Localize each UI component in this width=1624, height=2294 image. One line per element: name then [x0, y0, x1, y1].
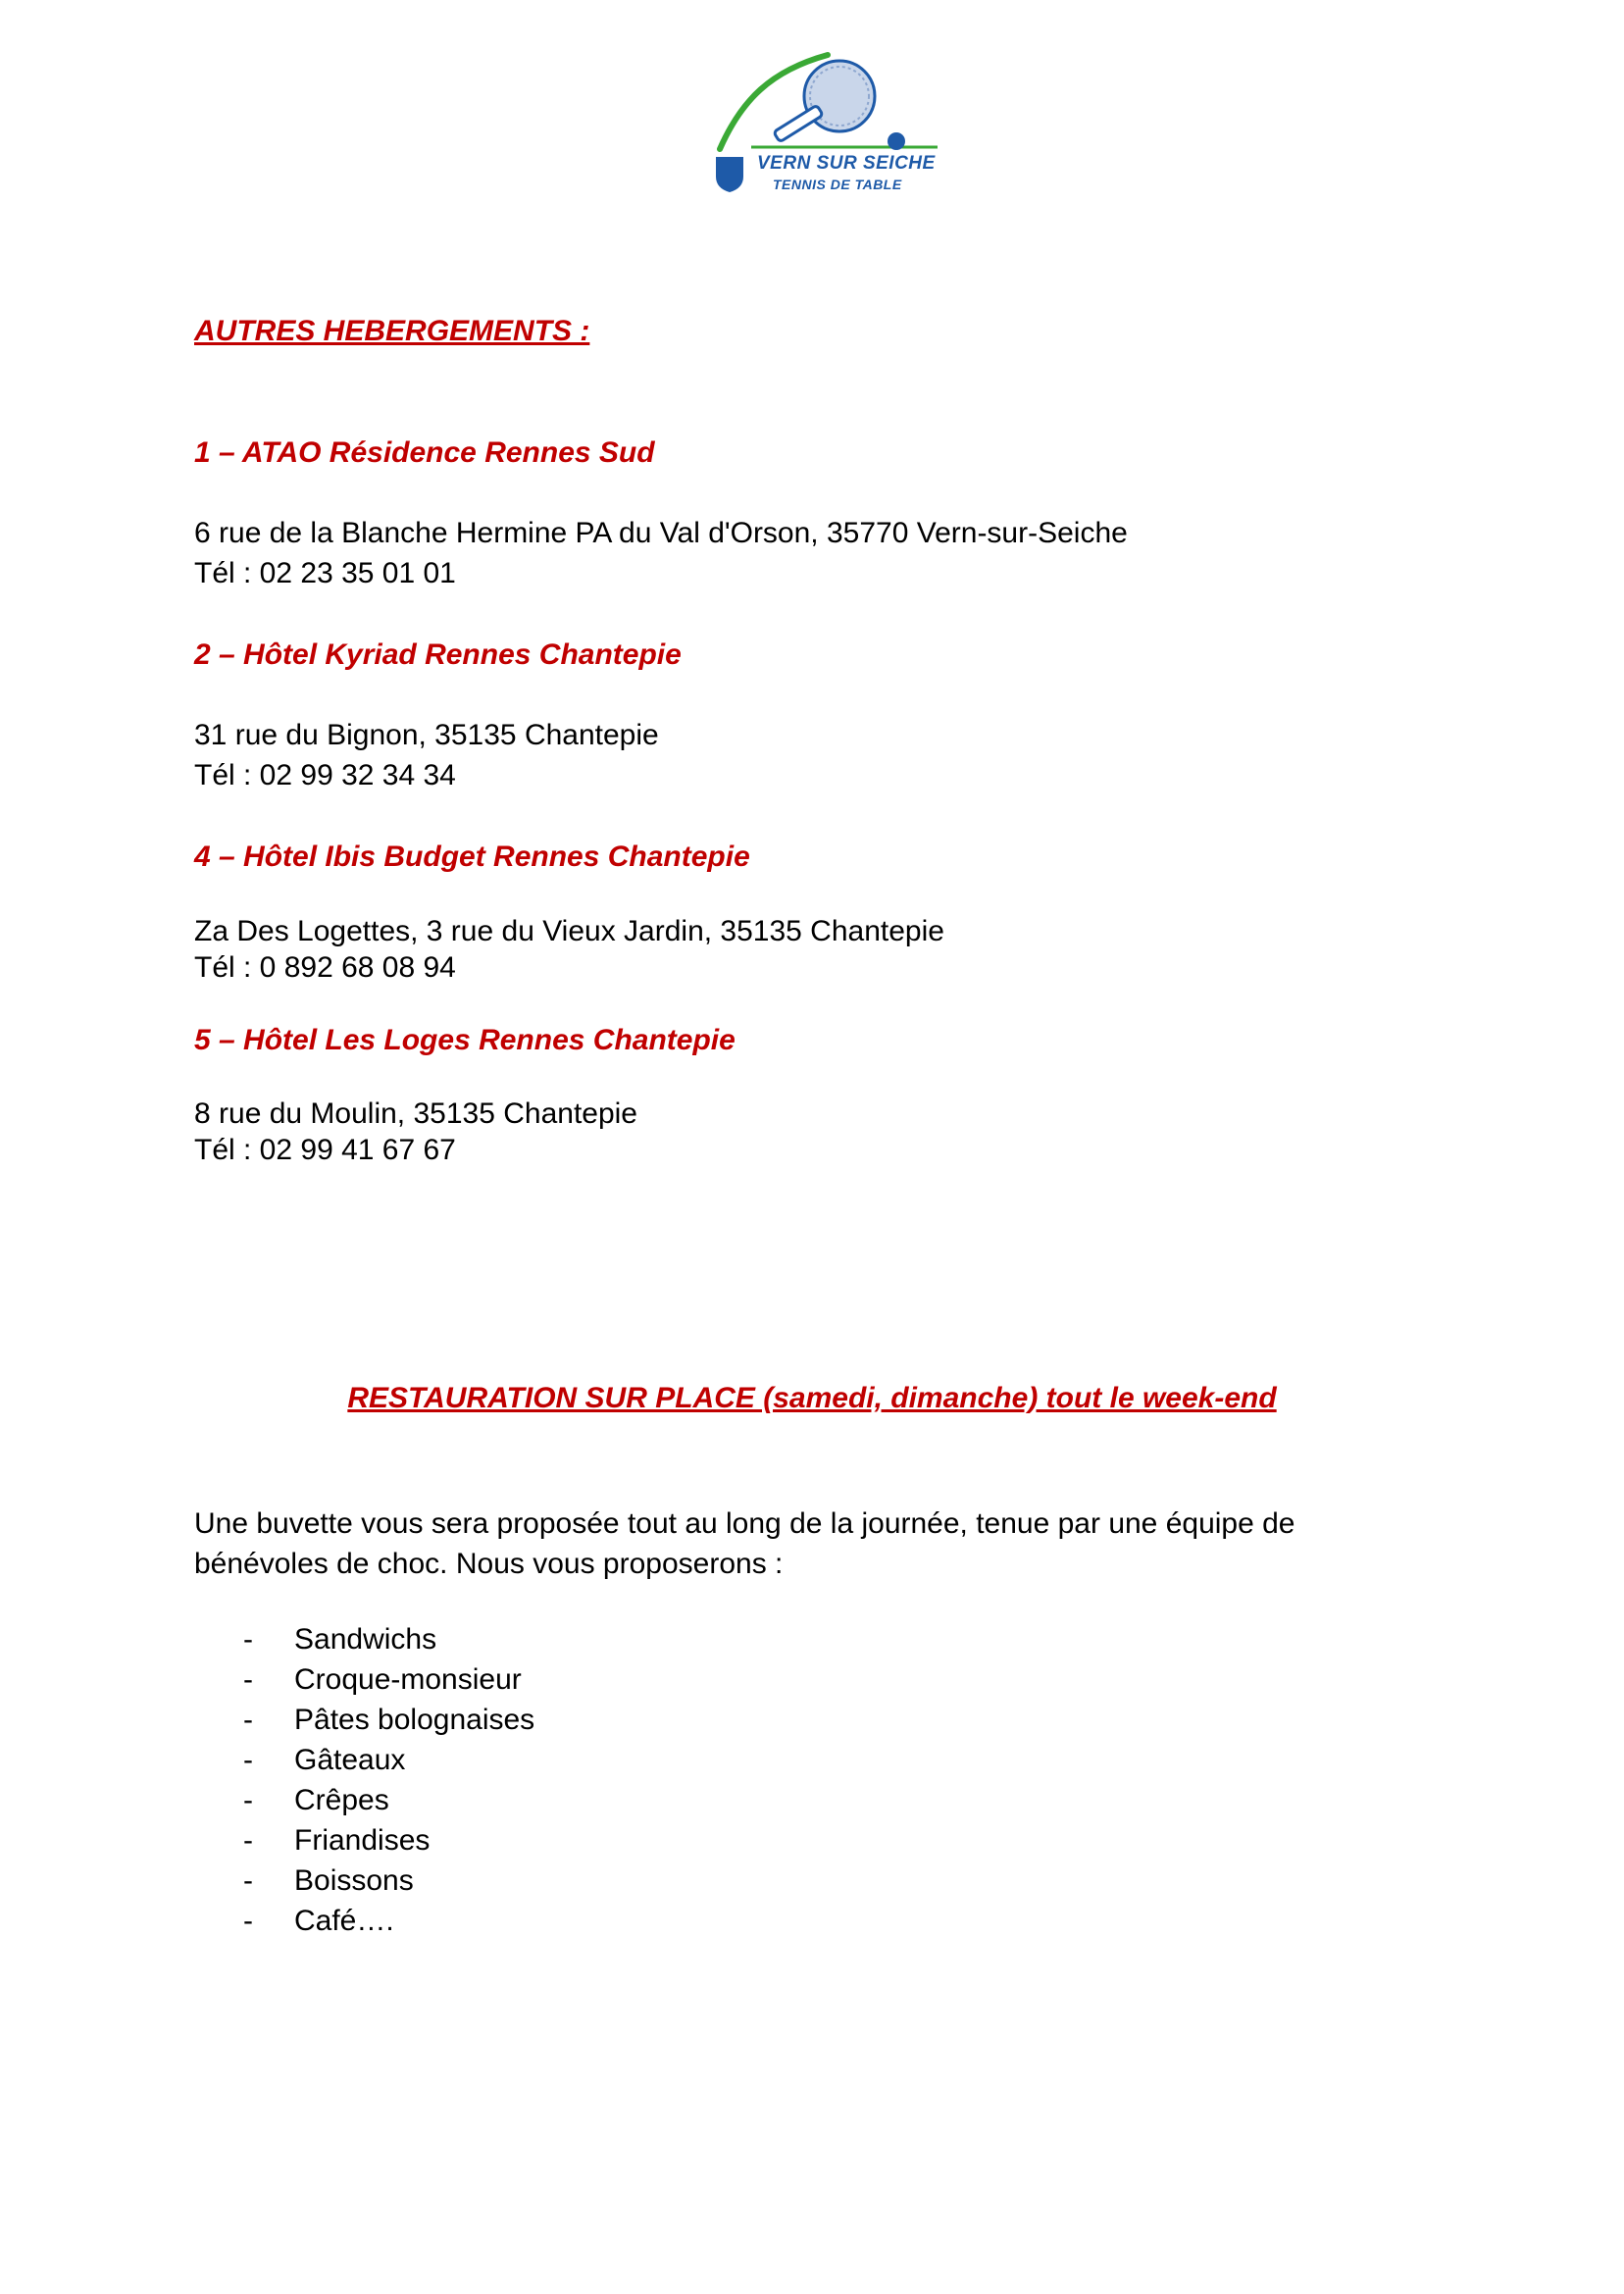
hotel-2-phone: Tél : 02 99 32 34 34 — [194, 759, 456, 791]
menu-item-label: Café…. — [294, 1905, 394, 1937]
bullet-dash: - — [243, 1905, 253, 1937]
bullet-dash: - — [243, 1864, 253, 1897]
hotel-1-phone: Tél : 02 23 35 01 01 — [194, 557, 456, 589]
bullet-dash: - — [243, 1663, 253, 1696]
intro-line-1: Une buvette vous sera proposée tout au long de la journée, tenue par une équipe de — [194, 1507, 1295, 1540]
hotel-4-phone: Tél : 0 892 68 08 94 — [194, 951, 456, 984]
menu-item-label: Croque-monsieur — [294, 1663, 522, 1696]
bullet-dash: - — [243, 1704, 253, 1736]
restauration-title: RESTAURATION SUR PLACE (samedi, dimanche) tout le week-end — [347, 1382, 1277, 1414]
menu-item-label: Pâtes bolognaises — [294, 1704, 535, 1736]
hotel-5-name: 5 – Hôtel Les Loges Rennes Chantepie — [194, 1024, 736, 1056]
hotel-1-address: 6 rue de la Blanche Hermine PA du Val d'Orson, 35770 Vern-sur-Seiche — [194, 517, 1128, 549]
hotel-1-name: 1 – ATAO Résidence Rennes Sud — [194, 436, 655, 469]
bullet-dash: - — [243, 1623, 253, 1656]
logo-text-sport: TENNIS DE TABLE — [773, 177, 902, 192]
logo-text-club: VERN SUR SEICHE — [757, 153, 936, 174]
club-logo — [712, 51, 947, 208]
menu-item-label: Boissons — [294, 1864, 414, 1897]
menu-item-label: Sandwichs — [294, 1623, 437, 1656]
hotel-2-name: 2 – Hôtel Kyriad Rennes Chantepie — [194, 638, 682, 671]
hotel-2-address: 31 rue du Bignon, 35135 Chantepie — [194, 719, 659, 751]
hotel-5-address: 8 rue du Moulin, 35135 Chantepie — [194, 1097, 637, 1130]
intro-line-2: bénévoles de choc. Nous vous proposerons : — [194, 1548, 784, 1580]
bullet-dash: - — [243, 1784, 253, 1816]
hotel-4-name: 4 – Hôtel Ibis Budget Rennes Chantepie — [194, 841, 750, 873]
bullet-dash: - — [243, 1824, 253, 1857]
menu-item-label: Friandises — [294, 1824, 431, 1857]
bullet-dash: - — [243, 1744, 253, 1776]
menu-item-label: Gâteaux — [294, 1744, 406, 1776]
hotel-4-address: Za Des Logettes, 3 rue du Vieux Jardin, 35135 Chantepie — [194, 915, 944, 947]
hotel-5-phone: Tél : 02 99 41 67 67 — [194, 1134, 456, 1166]
menu-item-label: Crêpes — [294, 1784, 389, 1816]
hebergements-title: AUTRES HEBERGEMENTS : — [194, 315, 590, 347]
